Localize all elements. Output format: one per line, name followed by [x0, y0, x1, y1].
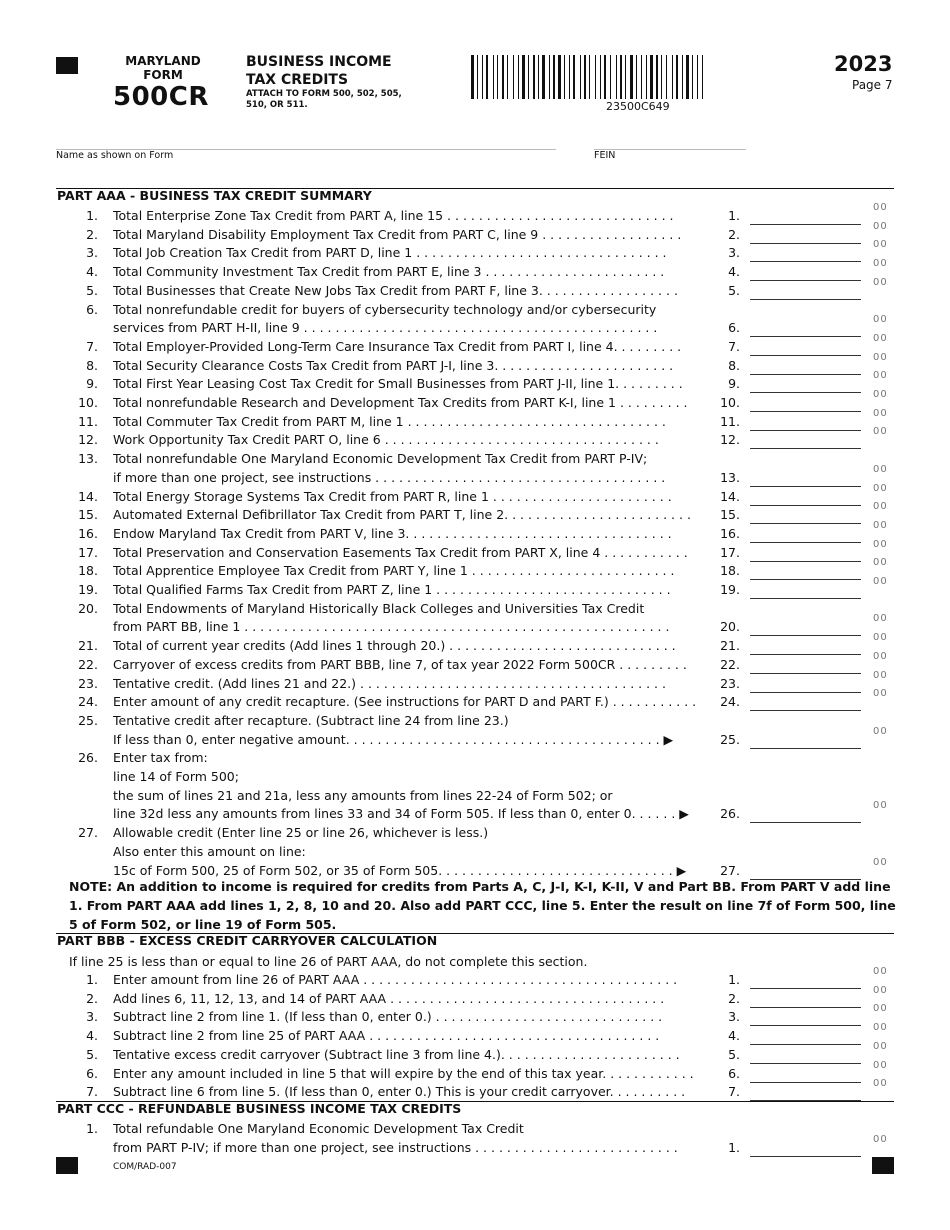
line-description: Total Job Creation Tax Credit from PART D, line 1 . . . . . . . . . . . . . . . . . . . . . . . . . . . . . . . .: [113, 245, 667, 261]
fein-line[interactable]: [594, 149, 746, 150]
line-number: 7.: [86, 338, 98, 354]
line-number: 7.: [86, 1084, 98, 1100]
line-description: services from PART H-II, line 9 . . . . . . . . . . . . . . . . . . . . . . . . . . . . . . . . . . . . . . . . . . . . .: [113, 320, 658, 336]
cents-field[interactable]: 00: [873, 407, 888, 419]
cents-field[interactable]: 00: [873, 984, 888, 996]
form-line: [0, 482, 950, 506]
form-line: [0, 984, 950, 1008]
barcode-bar: [482, 55, 483, 99]
form-line: [0, 463, 950, 487]
barcode-bar: [522, 55, 525, 99]
cents-field[interactable]: 00: [873, 688, 888, 700]
line-number: 6.: [86, 301, 98, 317]
registration-mark: [56, 57, 78, 74]
line-ref: 19.: [720, 582, 740, 597]
line-description: Subtract line 2 from line 25 of PART AAA . . . . . . . . . . . . . . . . . . . . . . . . . . . . . . . . . . . . .: [113, 1028, 660, 1044]
form-line: [0, 300, 950, 319]
line-number: 4.: [86, 264, 98, 280]
line-ref: 2.: [728, 990, 740, 1006]
barcode-bar: [604, 55, 606, 99]
form-line: [0, 823, 950, 842]
page-number: Page 7: [852, 78, 893, 92]
line-description: Total Qualified Farms Tax Credit from PART Z, line 1 . . . . . . . . . . . . . . . . . . . . . . . . . . . . . .: [113, 582, 671, 597]
form-title: [246, 53, 392, 89]
line-description: Add lines 6, 11, 12, 13, and 14 of PART AAA . . . . . . . . . . . . . . . . . . . . . . . . . . . . . . . . . . .: [113, 990, 665, 1006]
barcode-number: 23500C649: [606, 100, 670, 113]
line-number: 15.: [78, 507, 98, 523]
line-description: Tentative credit after recapture. (Subtract line 24 from line 23.): [113, 712, 509, 728]
barcode-bar: [620, 55, 622, 99]
line-ref: 15.: [720, 507, 740, 523]
cents-field[interactable]: 00: [873, 576, 888, 587]
barcode-bar: [513, 55, 514, 99]
cents-field[interactable]: 00: [873, 332, 888, 344]
line-description: Total Endowments of Maryland Historically Black Colleges and Universities Tax Credit: [113, 600, 645, 616]
barcode-bar: [584, 55, 586, 99]
line-ref: 26.: [720, 806, 740, 822]
cents-field[interactable]: 00: [873, 389, 888, 400]
line-ref: 4.: [728, 1028, 740, 1044]
line-description: Carryover of excess credits from PART BBB, line 7, of tax year 2022 Form 500CR . . . . . . . . .: [113, 656, 687, 672]
line-ref: 24.: [720, 694, 740, 710]
line-number: 13.: [78, 451, 98, 467]
form-state: [113, 54, 213, 82]
line-number: 21.: [78, 638, 98, 654]
form-line: [0, 1133, 950, 1157]
line-ref: 27.: [720, 862, 740, 878]
barcode-bar: [553, 55, 555, 99]
line-description: Automated External Defibrillator Tax Credit from PART T, line 2. . . . . . . . . . . . . . . . . . . . . . . .: [113, 507, 691, 523]
cents-field[interactable]: 00: [873, 370, 888, 382]
line-description: Total Enterprise Zone Tax Credit from PART A, line 15 . . . . . . . . . . . . . . . . . . . . . . . . . . . . .: [113, 208, 674, 223]
form-line: [0, 449, 950, 468]
line-number: 22.: [78, 656, 98, 672]
line-description: Total nonrefundable Research and Development Tax Credits from PART K-I, line 1 . . . . . . . . .: [113, 395, 688, 410]
line-description: Total Commuter Tax Credit from PART M, line 1 . . . . . . . . . . . . . . . . . . . . . . . . . . . . . . . . .: [113, 413, 666, 429]
attach-line-1: ATTACH TO FORM 500, 502, 505,: [246, 89, 402, 99]
barcode-bar: [610, 55, 611, 99]
form-line: [0, 748, 950, 767]
line-number: 6.: [86, 1065, 98, 1081]
cents-field[interactable]: 00: [873, 220, 888, 232]
line-description: Total Businesses that Create New Jobs Tax Credit from PART F, line 3. . . . . . . . . . . . . . . . . .: [113, 282, 678, 298]
line-ref: 2.: [728, 226, 740, 242]
barcode-bar: [641, 55, 642, 99]
line-ref: 17.: [720, 544, 740, 560]
registration-mark: [56, 1157, 78, 1174]
cents-field[interactable]: 00: [873, 557, 888, 569]
barcode-bar: [672, 55, 673, 99]
cents-field[interactable]: 00: [873, 239, 888, 251]
barcode-bar: [682, 55, 683, 99]
amount-field[interactable]: [750, 1156, 861, 1157]
form-line: [0, 426, 950, 449]
line-number: 5.: [86, 282, 98, 298]
form-line: [0, 632, 950, 655]
line-number: 12.: [78, 432, 98, 448]
form-line: [0, 767, 950, 786]
line-description: Total nonrefundable One Maryland Economic Development Tax Credit from PART P-IV;: [113, 451, 648, 467]
barcode-bar: [538, 55, 539, 99]
form-line: [0, 239, 950, 262]
barcode-bar: [600, 55, 601, 99]
barcode-bar: [471, 55, 474, 99]
line-description: Total Apprentice Employee Tax Credit from PART Y, line 1 . . . . . . . . . . . . . . . . . . . . . . . . . .: [113, 563, 675, 579]
line-number: 27.: [78, 825, 98, 841]
cents-field[interactable]: 00: [873, 482, 888, 494]
line-number: 24.: [78, 694, 98, 710]
barcode-bar: [493, 55, 494, 99]
form-code: COM/RAD-007: [113, 1162, 177, 1172]
line-description: 15c of Form 500, 25 of Form 502, or 35 of Form 505. . . . . . . . . . . . . . . . . . . . . . . . . . . . . . ▶: [113, 862, 687, 878]
cents-field[interactable]: 00: [873, 1040, 888, 1052]
line-description: Tentative credit. (Add lines 21 and 22.) . . . . . . . . . . . . . . . . . . . . . . . . . . . . . . . . . . . . . . .: [113, 675, 666, 691]
part-bbb-title: PART BBB - EXCESS CREDIT CARRYOVER CALCULATION: [57, 933, 438, 948]
cents-field[interactable]: 00: [873, 632, 888, 644]
barcode-bar: [650, 55, 653, 99]
title-line-1: BUSINESS INCOME: [246, 54, 392, 70]
form-line: [0, 599, 950, 618]
line-ref: 1.: [728, 208, 740, 223]
line-ref: 3.: [728, 1009, 740, 1025]
form-line: [0, 576, 950, 599]
line-ref: 9.: [728, 376, 740, 392]
cents-field[interactable]: 00: [873, 1078, 888, 1090]
barcode-bar: [502, 55, 504, 99]
barcode-bar: [630, 55, 633, 99]
form-line: [0, 538, 950, 562]
form-line: [0, 1003, 950, 1026]
cents-field[interactable]: 00: [873, 426, 888, 438]
line-number: 2.: [86, 226, 98, 242]
line-number: 20.: [78, 600, 98, 616]
cents-field[interactable]: 00: [873, 725, 888, 737]
cents-field[interactable]: 00: [873, 650, 888, 662]
form-line: [0, 688, 950, 711]
line-ref: 13.: [720, 469, 740, 485]
cents-field[interactable]: 00: [873, 276, 888, 288]
form-line: [0, 276, 950, 300]
barcode-bar: [573, 55, 575, 99]
line-number: 18.: [78, 563, 98, 579]
cents-field[interactable]: 00: [873, 519, 888, 531]
line-description: the sum of lines 21 and 21a, less any amounts from lines 22-24 of Form 502; or: [113, 787, 613, 803]
line-ref: 14.: [720, 488, 740, 504]
form-line: [0, 557, 950, 580]
cents-field[interactable]: 00: [873, 258, 888, 270]
form-line: [0, 1078, 950, 1101]
barcode-bar: [497, 55, 498, 99]
barcode-bar: [697, 55, 698, 99]
barcode-bar: [692, 55, 693, 99]
line-ref: 18.: [720, 563, 740, 579]
form-line: [0, 1119, 950, 1138]
line-description: Total Maryland Disability Employment Tax Credit from PART C, line 9 . . . . . . . . . . . . . . . . . .: [113, 226, 682, 242]
line-ref: 11.: [720, 413, 740, 429]
cents-field[interactable]: 00: [873, 966, 888, 977]
barcode-bar: [518, 55, 519, 99]
line-ref: 20.: [720, 619, 740, 635]
line-number: 9.: [86, 376, 98, 392]
barcode-bar: [595, 55, 596, 99]
line-ref: 7.: [728, 1084, 740, 1100]
form-line: [0, 314, 950, 337]
name-label: Name as shown on Form: [56, 150, 174, 161]
line-description: Total of current year credits (Add lines 1 through 20.) . . . . . . . . . . . . . . . . . . . . . . . . . . . . .: [113, 638, 676, 654]
line-ref: 25.: [720, 731, 740, 747]
part-aaa-title: PART AAA - BUSINESS TAX CREDIT SUMMARY: [57, 188, 372, 203]
line-description: Enter tax from:: [113, 750, 208, 766]
cents-field[interactable]: 00: [873, 800, 888, 812]
line-description: from PART BB, line 1 . . . . . . . . . . . . . . . . . . . . . . . . . . . . . . . . . . . . . . . . . . . . . . . . . . . . . .: [113, 619, 670, 635]
cents-field[interactable]: 00: [873, 1022, 888, 1034]
attach-line-2: 510, OR 511.: [246, 100, 308, 110]
cents-field[interactable]: 00: [873, 202, 888, 213]
line-number: 16.: [78, 525, 98, 541]
form-line: [0, 786, 950, 805]
line-description: Allowable credit (Enter line 25 or line 26, whichever is less.): [113, 825, 489, 841]
form-line: [0, 1040, 950, 1064]
line-number: 17.: [78, 544, 98, 560]
line-ref: 3.: [728, 245, 740, 261]
line-number: 5.: [86, 1046, 98, 1062]
form-line: [0, 407, 950, 431]
line-ref: 7.: [728, 338, 740, 354]
line-description: Enter amount of any credit recapture. (See instructions for PART D and PART F.) . . . . . . . . . . .: [113, 694, 697, 710]
line-number: 10.: [78, 395, 98, 410]
line-description: Subtract line 6 from line 5. (If less than 0, enter 0.) This is your credit carryover. . . . . . . . . .: [113, 1084, 686, 1100]
line-number: 2.: [86, 990, 98, 1006]
line-number: 4.: [86, 1028, 98, 1044]
note-text: NOTE: An addition to income is required for credits from Parts A, C, J-I, K-I, K-II, V and Part BB. From PART V add line 1. From PART AAA add lines 1, 2, 8, 10 and 20. Also add PART CCC, line 5. Enter the result on line 7f of Form 500, line 5 of Form 502, or line 19 of Form 505.: [69, 879, 896, 932]
line-description: If less than 0, enter negative amount. . . . . . . . . . . . . . . . . . . . . . . . . . . . . . . . . . . . . . . . ▶: [113, 731, 674, 747]
form-line: [0, 519, 950, 543]
barcode-bar: [625, 55, 626, 99]
line-number: 1.: [86, 1121, 98, 1136]
form-word: FORM: [143, 68, 183, 82]
line-description: Total refundable One Maryland Economic Development Tax Credit: [113, 1121, 524, 1136]
line-ref: 5.: [728, 1046, 740, 1062]
line-number: 23.: [78, 675, 98, 691]
line-ref: 1.: [728, 972, 740, 987]
line-description: Total nonrefundable credit for buyers of cybersecurity technology and/or cybersecurity: [113, 301, 657, 317]
line-ref: 23.: [720, 675, 740, 691]
form-line: [0, 966, 950, 989]
cents-field[interactable]: 00: [873, 613, 888, 625]
barcode: [471, 55, 708, 99]
line-description: Total Community Investment Tax Credit from PART E, line 3 . . . . . . . . . . . . . . . . . . . . . . .: [113, 264, 665, 280]
line-description: line 32d less any amounts from lines 33 and 34 of Form 505. If less than 0, enter 0. . . . . . ▶: [113, 806, 689, 822]
line-ref: 6.: [728, 1065, 740, 1081]
cents-field[interactable]: 00: [873, 501, 888, 513]
cents-field[interactable]: 00: [873, 314, 888, 326]
barcode-bar: [580, 55, 581, 99]
part-bbb-intro: If line 25 is less than or equal to line 26 of PART AAA, do not complete this section.: [69, 954, 588, 969]
form-line: [0, 202, 950, 225]
cents-field[interactable]: 00: [873, 351, 888, 363]
barcode-bar: [661, 55, 662, 99]
line-ref: 21.: [720, 638, 740, 654]
form-line: [0, 842, 950, 861]
line-description: Total Security Clearance Costs Tax Credit from PART J-I, line 3. . . . . . . . . . . . . . . . . . . . . . .: [113, 357, 674, 373]
form-line: [0, 389, 950, 412]
form-line: [0, 351, 950, 375]
barcode-bar: [507, 55, 508, 99]
barcode-bar: [666, 55, 667, 99]
barcode-bar: [589, 55, 590, 99]
form-line: [0, 258, 950, 281]
form-line: [0, 725, 950, 749]
barcode-bar: [636, 55, 637, 99]
line-ref: 10.: [720, 395, 740, 410]
barcode-bar: [533, 55, 535, 99]
barcode-bar: [646, 55, 647, 99]
line-description: Tentative excess credit carryover (Subtract line 3 from line 4.). . . . . . . . . . . . . . . . . . . . . . .: [113, 1046, 680, 1062]
line-number: 14.: [78, 488, 98, 504]
fein-label: FEIN: [594, 150, 616, 161]
line-ref: 22.: [720, 656, 740, 672]
cents-field[interactable]: 00: [873, 463, 888, 475]
line-description: Total Preservation and Conservation Easements Tax Credit from PART X, line 4 . . . . . . . . . . .: [113, 544, 688, 560]
barcode-bars: [471, 55, 708, 99]
line-number: 1.: [86, 208, 98, 223]
line-description: Total Energy Storage Systems Tax Credit from PART R, line 1 . . . . . . . . . . . . . . . . . . . . . . .: [113, 488, 672, 504]
line-number: 11.: [78, 413, 98, 429]
line-number: 1.: [86, 972, 98, 987]
line-ref: 8.: [728, 357, 740, 373]
cents-field[interactable]: 00: [873, 856, 888, 868]
line-ref: 1.: [728, 1139, 740, 1155]
form-line: [0, 800, 950, 823]
barcode-bar: [486, 55, 488, 99]
form-line: [0, 650, 950, 674]
line-description: Enter any amount included in line 5 that will expire by the end of this tax year. . . . . . . . . . . .: [113, 1065, 694, 1081]
barcode-bar: [702, 55, 703, 99]
barcode-bar: [542, 55, 545, 99]
form-line: [0, 332, 950, 356]
cents-field[interactable]: 00: [873, 1133, 888, 1145]
barcode-bar: [686, 55, 689, 99]
line-number: 25.: [78, 712, 98, 728]
form-line: [0, 669, 950, 693]
form-line: [0, 1059, 950, 1083]
line-description: line 14 of Form 500;: [113, 769, 239, 784]
line-description: from PART P-IV; if more than one project, see instructions . . . . . . . . . . . . . . . . . . . . . . . . . .: [113, 1139, 678, 1155]
barcode-bar: [528, 55, 529, 99]
registration-mark: [872, 1157, 894, 1174]
line-description: Subtract line 2 from line 1. (If less than 0, enter 0.) . . . . . . . . . . . . . . . . . . . . . . . . . . . . .: [113, 1009, 663, 1025]
barcode-bar: [676, 55, 678, 99]
form-line: [0, 220, 950, 244]
line-number: 19.: [78, 582, 98, 597]
part-ccc-title: PART CCC - REFUNDABLE BUSINESS INCOME TAX CREDITS: [57, 1101, 462, 1116]
line-description: Also enter this amount on line:: [113, 843, 306, 859]
cents-field[interactable]: 00: [873, 1003, 888, 1015]
line-number: 8.: [86, 357, 98, 373]
line-number: 26.: [78, 750, 98, 766]
line-description: Endow Maryland Tax Credit from PART V, line 3. . . . . . . . . . . . . . . . . . . . . . . . . . . . . . . . . .: [113, 525, 672, 541]
tax-year: 2023: [834, 52, 893, 76]
attach-instructions: [246, 89, 402, 111]
line-ref: 5.: [728, 282, 740, 298]
barcode-bar: [477, 55, 478, 99]
line-number: 3.: [86, 1009, 98, 1025]
line-number: 3.: [86, 245, 98, 261]
line-ref: 16.: [720, 525, 740, 541]
line-description: if more than one project, see instructions . . . . . . . . . . . . . . . . . . . . . . . . . . . . . . . . . . . . .: [113, 469, 666, 485]
line-description: Enter amount from line 26 of PART AAA . . . . . . . . . . . . . . . . . . . . . . . . . . . . . . . . . . . . . . . .: [113, 972, 678, 987]
cents-field[interactable]: 00: [873, 1059, 888, 1071]
form-line: [0, 711, 950, 730]
cents-field[interactable]: 00: [873, 669, 888, 681]
title-line-2: TAX CREDITS: [246, 72, 349, 88]
barcode-bar: [549, 55, 550, 99]
barcode-bar: [569, 55, 570, 99]
barcode-bar: [616, 55, 617, 99]
line-description: Total First Year Leasing Cost Tax Credit for Small Businesses from PART J-II, line 1. . . . . . . . .: [113, 376, 683, 392]
cents-field[interactable]: 00: [873, 538, 888, 550]
line-description: Work Opportunity Tax Credit PART O, line 6 . . . . . . . . . . . . . . . . . . . . . . . . . . . . . . . . . . .: [113, 432, 659, 448]
form-line: [0, 370, 950, 393]
form-line: [0, 501, 950, 524]
form-line: [0, 613, 950, 636]
state-label: MARYLAND: [125, 54, 201, 68]
line-ref: 6.: [728, 320, 740, 336]
line-ref: 12.: [720, 432, 740, 448]
barcode-bar: [564, 55, 565, 99]
line-description: Total Employer-Provided Long-Term Care Insurance Tax Credit from PART I, line 4. . . . . . . . .: [113, 338, 682, 354]
form-number: 500CR: [113, 82, 209, 112]
line-ref: 4.: [728, 264, 740, 280]
barcode-bar: [558, 55, 561, 99]
barcode-bar: [656, 55, 658, 99]
form-line: [0, 1022, 950, 1045]
